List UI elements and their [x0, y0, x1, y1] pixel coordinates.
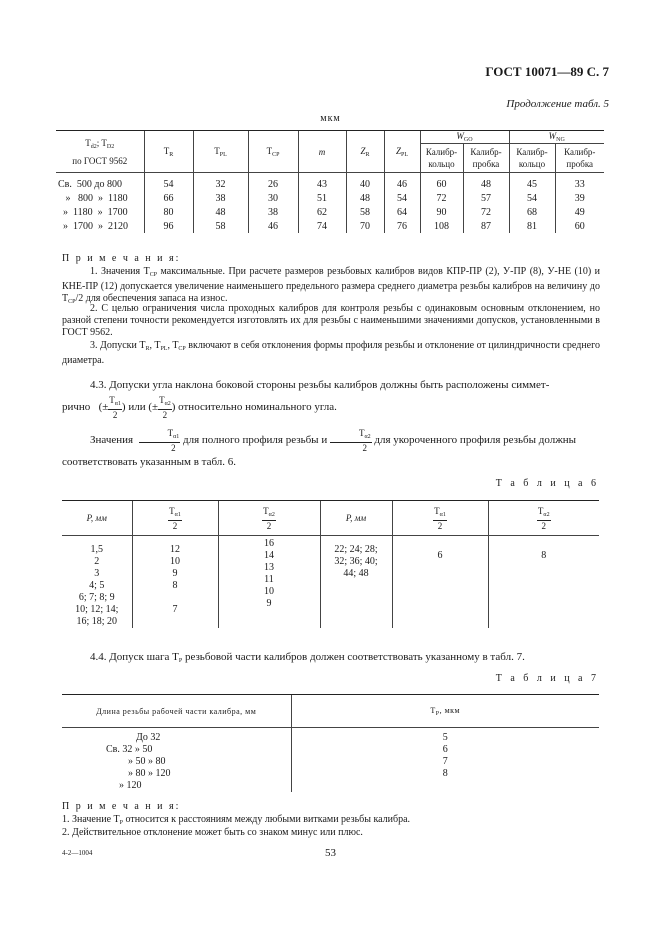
document-header: ГОСТ 10071—89 С. 7 [485, 64, 609, 79]
table-cell: 54 [509, 191, 555, 205]
subheader-ring-gauge-go: Калибр-кольцо [420, 144, 463, 173]
print-code: 4-2—1004 [62, 849, 93, 857]
fraction-alpha2-b: $\frac{T_{\alpha 2}}{2}$ [330, 428, 372, 453]
col-header-zpl: $Z_{PL}$ [384, 131, 420, 173]
table-cell: 57 [463, 191, 509, 205]
row-range: Св. 500 до 800 [58, 178, 122, 190]
subheader-ring-gauge-ng: Калибр-кольцо [509, 144, 555, 173]
table-cell: 96 [144, 219, 193, 233]
t6-left-pitch-list: 1,5 2 3 4; 5 6; 7; 8; 9 10; 12; 14; 16; 18; 20 [75, 544, 119, 627]
table-row [56, 219, 604, 233]
table-row [56, 191, 604, 205]
fraction-alpha1: $\frac{T_{\alpha 1}}{2}$ [109, 394, 121, 420]
table-cell: 60 [420, 173, 463, 192]
col-header-zr: $Z_R$ [346, 131, 384, 173]
t6-left-alpha1-list: 12 10 9 8 7 [132, 536, 218, 629]
col-header-tpl: $T_{PL}$ [193, 131, 248, 173]
table-cell: 26 [248, 173, 298, 192]
section-4-3-line-2: рично (± $\frac{T_{\alpha 1}}{2}$ ) или (± $\frac{T_{\alpha 2}}{2}$ ) относительно номинального угла. [62, 394, 337, 420]
table-cell: 66 [144, 191, 193, 205]
table-cell: 87 [463, 219, 509, 233]
table-6 [62, 500, 599, 628]
t7-tp-list: 5 6 7 8 [291, 728, 599, 793]
table-cell: 39 [555, 191, 604, 205]
notes-title: П р и м е ч а н и я: [62, 253, 181, 264]
table-cell: 108 [420, 219, 463, 233]
table-cell: 54 [384, 191, 420, 205]
t7-header-tp: $T_P$, мкм [291, 695, 599, 728]
table-cell: 33 [555, 173, 604, 192]
table-cell: 60 [555, 219, 604, 233]
t6-header-alpha2-right: $\frac{T_{\alpha 2}}{2}$ [488, 501, 599, 536]
table-cell: 80 [144, 205, 193, 219]
note-2-1: 1. Значение $T_P$ относится к расстояниям между любыми витками резьбы калибра. [62, 814, 411, 826]
unit-label: мкм [320, 113, 341, 124]
col-header-wng: $W_{NG}$ [509, 131, 604, 144]
table-cell: 49 [555, 205, 604, 219]
t6-right-alpha2: 8 [488, 536, 599, 629]
table-cell: 76 [384, 219, 420, 233]
table-cell: 40 [346, 173, 384, 192]
note-2: 2. С целью ограничения числа проходных калибров для контроля резьбы с одинаковым основным отклонением, но разной степени точности рекомендуется изготовлять их для резьбы с наименьшими значениями допусков, установленными в ГОСТ 9562. [62, 303, 600, 338]
table-cell: 48 [193, 205, 248, 219]
section-4-3-line-3: Значения $\frac{T_{\alpha 1}}{2}$ для полного профиля резьбы и $\frac{T_{\alpha 2}}{2}$ для укороченного профиля резьбы должны [90, 427, 577, 453]
table-cell: 45 [509, 173, 555, 192]
table-cell: 48 [463, 173, 509, 192]
table-cell: 72 [463, 205, 509, 219]
section-4-4: 4.4. Допуск шага $T_P$ резьбовой части калибров должен соответствовать указанному в табл. 7. [90, 651, 525, 664]
table-cell: 32 [193, 173, 248, 192]
t6-right-alpha1: 6 [392, 536, 488, 629]
t7-length-list: До 32 Св. 32 » 50 » 50 » 80 » 80 » 120 » 120 [106, 732, 171, 791]
table-cell: 68 [509, 205, 555, 219]
col-header-tcp: $T_{CP}$ [248, 131, 298, 173]
table-cell: 74 [298, 219, 346, 233]
t6-left-alpha2-list: 16 14 13 11 10 9 [218, 536, 320, 629]
table-cell: 64 [384, 205, 420, 219]
t6-header-p-right: P, мм [320, 501, 392, 536]
note-2-2: 2. Действительное отклонение может быть со знаком минус или плюс. [62, 827, 363, 838]
t6-header-alpha1-right: $\frac{T_{\alpha 1}}{2}$ [392, 501, 488, 536]
note-1: 1. Значения $T_{CP}$ максимальные. При расчете размеров резьбовых калибров видов КПР-ПР (2), У-ПР (8), У-НЕ (10) и КНЕ-ПР (12) допускается увеличение наименьшего предельного размера среднего диаметра резьбы калибров на величину до $T_{CP}/2$ для обеспечения запаса на износ. [62, 266, 601, 305]
col-header-thread-tolerance: $T_{d2}$; $T_{D2}$ по ГОСТ 9562 [56, 131, 144, 173]
col-header-wgo: $W_{GO}$ [420, 131, 509, 144]
table-cell: 46 [384, 173, 420, 192]
table-cell: 38 [193, 191, 248, 205]
section-4-3-line-1: 4.3. Допуски угла наклона боковой стороны резьбы калибров должны быть расположены симмет- [90, 379, 550, 391]
table-cell: 46 [248, 219, 298, 233]
table-cell: 72 [420, 191, 463, 205]
table-cell: 70 [346, 219, 384, 233]
subheader-plug-gauge-go: Калибр-пробка [463, 144, 509, 173]
table-cell: 43 [298, 173, 346, 192]
row-range: » 1700 » 2120 [58, 220, 128, 232]
table-cell: 38 [248, 205, 298, 219]
table-row [56, 173, 604, 192]
row-range: » 800 » 1180 [58, 192, 128, 204]
table-6-label: Т а б л и ц а 6 [495, 478, 599, 489]
table-cell: 58 [193, 219, 248, 233]
table-cell: 54 [144, 173, 193, 192]
table-cell: 30 [248, 191, 298, 205]
table-cell: 58 [346, 205, 384, 219]
t6-right-pitch-list: 22; 24; 28; 32; 36; 40; 44; 48 [320, 536, 392, 629]
table-continuation-label: Продолжение табл. 5 [506, 98, 609, 110]
subheader-plug-gauge-ng: Калибр-пробка [555, 144, 604, 173]
table-cell: 48 [346, 191, 384, 205]
table-row [56, 205, 604, 219]
row-range: » 1180 » 1700 [58, 206, 128, 218]
table-5 [56, 130, 604, 233]
col-header-m: m [298, 131, 346, 173]
table-cell: 90 [420, 205, 463, 219]
t6-header-alpha2-left: $\frac{T_{\alpha 2}}{2}$ [218, 501, 320, 536]
table-7 [62, 694, 599, 792]
section-4-3-line-4: соответствовать указанным в табл. 6. [62, 456, 237, 468]
fraction-alpha2: $\frac{T_{\alpha 2}}{2}$ [159, 394, 171, 420]
note-3: 3. Допуски $T_R$, $T_{PL}$, $T_{CP}$ включают в себя отклонения формы профиля резьбы и отклонение от цилиндричности среднего диаметра. [62, 340, 600, 366]
table-cell: 51 [298, 191, 346, 205]
table-cell: 62 [298, 205, 346, 219]
table-7-label: Т а б л и ц а 7 [495, 673, 599, 684]
t6-header-alpha1-left: $\frac{T_{\alpha 1}}{2}$ [132, 501, 218, 536]
page-number: 53 [325, 847, 336, 859]
fraction-alpha1-b: $\frac{T_{\alpha 1}}{2}$ [139, 428, 181, 453]
t6-header-p-left: P, мм [62, 501, 132, 536]
col-header-tr: $T_R$ [144, 131, 193, 173]
notes-2-title: П р и м е ч а н и я: [62, 801, 181, 812]
table-cell: 81 [509, 219, 555, 233]
t7-header-length: Длина резьбы рабочей части калибра, мм [62, 695, 291, 728]
